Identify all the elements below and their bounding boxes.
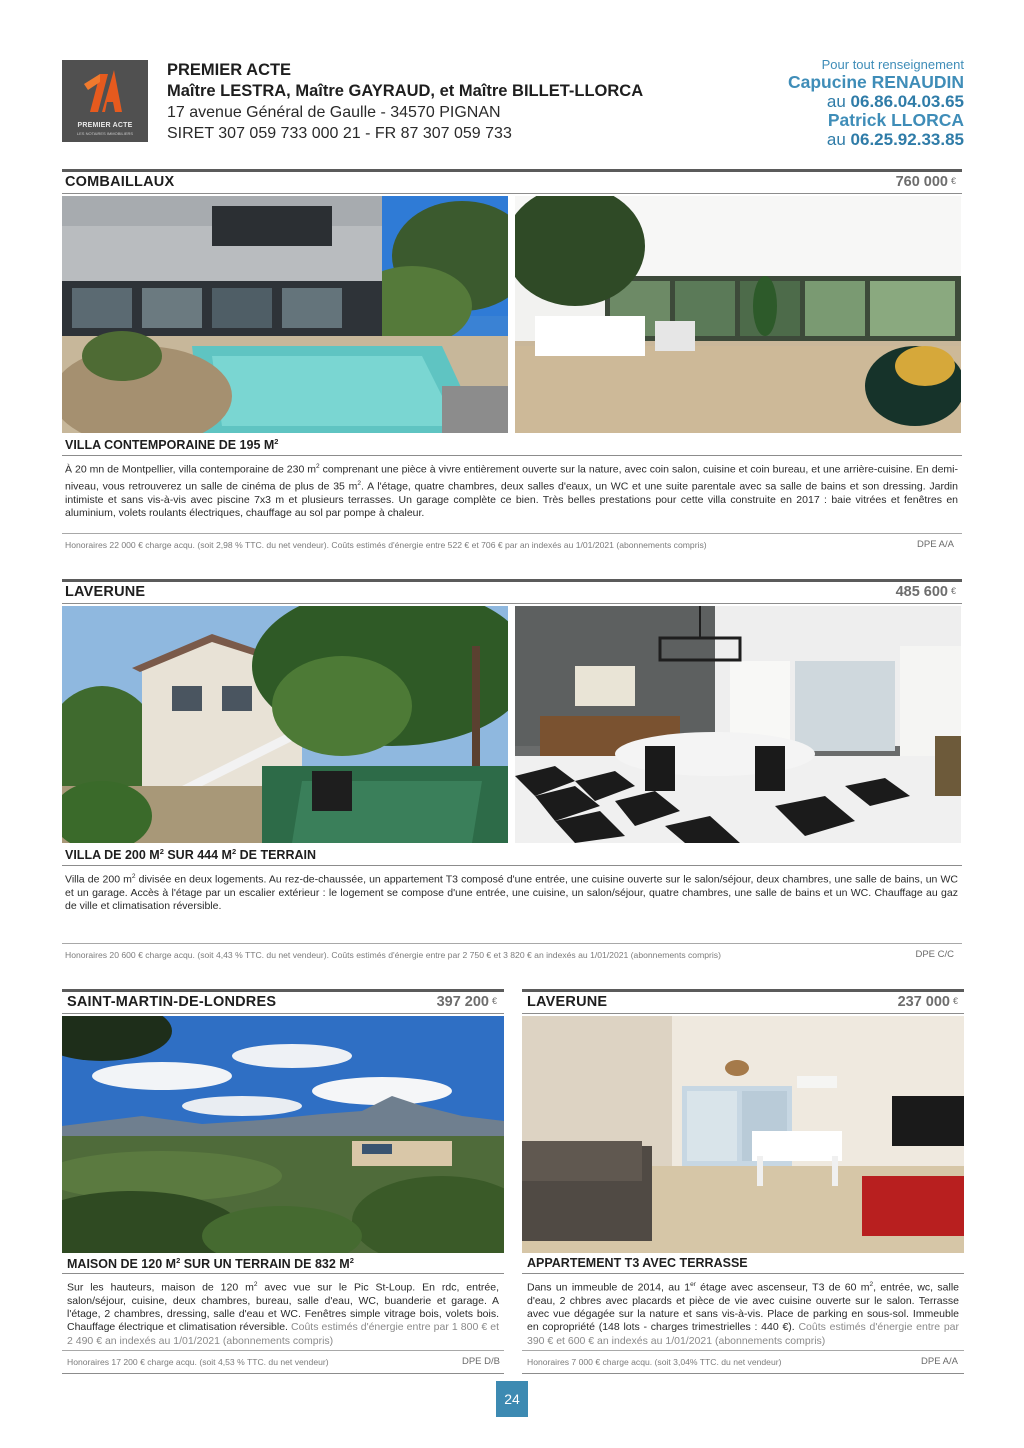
superscript: 2 [349, 1256, 354, 1265]
listing-1-price [896, 174, 956, 190]
listing-3-dpe: DPE D/B [461, 1356, 500, 1367]
listing-4-dpe: DPE A/A [921, 1356, 958, 1367]
listing-2-location: LAVERUNE [65, 584, 146, 600]
section-rule [62, 989, 504, 992]
listing-1-fees: Honoraires 22 000 € charge acqu. (soit 2,98 % TTC. du net vendeur). Coûts estimés d'énergie entre 522 € et 706 € par an indexés au 1/01/2021 (abonnements compris) [65, 540, 707, 550]
desc-part: avec vue sur le Pic St-Loup. En rdc, entrée, salon/séjour, cuisine, deux chambres, bureau, salle d'eau, WC, buanderie et garage. A l'étage, 2 chambres, dressing, salle d'eau et WC. Fenêtres simple vitrage bois, volets bois. Chauffage électrique et climatisation réversible. [67, 1281, 499, 1334]
superscript: 2 [231, 847, 237, 856]
currency-symbol: € [950, 586, 956, 596]
contact-2-prefix: au [826, 130, 851, 149]
contact-1-phone[interactable]: 06.86.04.03.65 [850, 92, 964, 111]
superscript: 2 [316, 463, 320, 470]
section-rule-thin [522, 1373, 964, 1374]
listing-4-price [898, 994, 958, 1010]
listing-3-photo-view[interactable] [62, 1016, 504, 1253]
desc-energy-note: Coûts estimés d'énergie entre par 390 € et 600 € an indexés au 1/01/2021 (abonnements compris) [527, 1321, 960, 1347]
listing-2-dpe: DPE C/C [915, 949, 954, 960]
page-number: 24 [496, 1381, 528, 1417]
listing-2-price-value: 485 600 [895, 584, 948, 600]
listing-1-description [65, 460, 958, 520]
listing-2-photo-exterior[interactable] [62, 606, 508, 843]
listing-4-location: LAVERUNE [527, 994, 608, 1010]
desc-energy-note: Coûts estimés d'énergie entre par 1 800 € et 2 490 € an indexés au 1/01/2021 (abonnements compris) [67, 1321, 499, 1347]
section-rule-thin [522, 1273, 964, 1274]
contact-1-name: Capucine RENAUDIN [788, 72, 964, 92]
superscript: 2 [176, 1256, 181, 1265]
desc-part: comprenant une pièce à vivre entièrement ouverte sur la nature, avec coin salon, cuisine et coin bureau, et une arrière-cuisine. En demi-niveau, vous retrouverez un salle de cinéma de plus de 35 m [65, 463, 959, 493]
section-rule-thin [522, 1350, 964, 1351]
contact-2-phone[interactable]: 06.25.92.33.85 [850, 130, 964, 149]
listing-1-photo-interior[interactable] [515, 196, 961, 433]
desc-part: Sur les hauteurs, maison de 120 m [67, 1281, 254, 1294]
agency-siret: SIRET 307 059 733 000 21 - FR 87 307 059 733 [167, 125, 512, 142]
superscript: 2 [131, 873, 136, 880]
contact-1-prefix: au [826, 92, 851, 111]
title-part: VILLA DE 200 M [65, 848, 160, 863]
desc-part: Dans un immeuble de 2014, au 1 [527, 1281, 691, 1294]
listing-2-title [65, 847, 316, 862]
section-rule-thin [62, 1273, 504, 1274]
superscript: 2 [869, 1281, 874, 1288]
listing-3-title [67, 1256, 354, 1271]
superscript: 2 [253, 1281, 258, 1288]
desc-part: Villa de 200 m [65, 873, 132, 886]
listing-1-location: COMBAILLAUX [65, 174, 175, 190]
listing-3-location: SAINT-MARTIN-DE-LONDRES [67, 994, 277, 1010]
section-rule-thin [62, 1013, 504, 1014]
listing-1-title [65, 437, 278, 452]
superscript: 2 [159, 847, 164, 856]
listing-1-dpe: DPE A/A [917, 539, 954, 550]
superscript: er [690, 1281, 696, 1288]
listing-2-description [65, 870, 958, 913]
desc-part: , entrée, wc, salle d'eau, 2 chbres avec placards et pièce de vie avec cuisine ouverte sur le salon. Terrasse avec vue dégagée sur la nature et sans vis-à-vis. Place de parking en sous-sol. Immeuble en copropriété (148 lots - charges trimestrielles : 440 €). [527, 1281, 960, 1334]
desc-part: À 20 mn de Montpellier, villa contemporaine de 230 m [65, 463, 317, 476]
section-rule-thin [62, 193, 962, 194]
section-rule-thin [62, 603, 962, 604]
agency-info [167, 60, 643, 144]
logo-text: PREMIER ACTE [77, 122, 133, 129]
contact-2-phone-line[interactable] [788, 130, 964, 149]
contact-lead: Pour tout renseignement [821, 57, 964, 72]
agency-logo [62, 60, 148, 142]
listing-2-photo-interior[interactable] [515, 606, 961, 843]
listing-3-description [67, 1278, 499, 1348]
contact-1-phone-line[interactable] [788, 92, 964, 111]
listing-4-price-value: 237 000 [897, 994, 950, 1010]
section-rule-thin [62, 1373, 504, 1374]
listing-3-price-value: 397 200 [436, 994, 489, 1010]
listing-4-photo-living[interactable] [522, 1016, 964, 1253]
superscript: 2 [274, 437, 279, 446]
listing-4-fees: Honoraires 7 000 € charge acqu. (soit 3,04% TTC. du net vendeur) [527, 1357, 782, 1367]
listing-2-price [896, 584, 956, 600]
currency-symbol: € [950, 176, 956, 186]
section-rule-thin [62, 1350, 504, 1351]
listing-4-title: APPARTEMENT T3 AVEC TERRASSE [527, 1256, 748, 1270]
listing-3-fees: Honoraires 17 200 € charge acqu. (soit 4,53 % TTC. du net vendeur) [67, 1357, 329, 1367]
listing-3-price [437, 994, 497, 1010]
desc-part: divisée en deux logements. Au rez-de-chaussée, un appartement T3 composé d'une entrée, une cuisine ouverte sur le salon/séjour, deux chambres, une salle de bains, un WC et un garage. Accès à l'étage par un escalier extérieur : le logement se compose d'une entrée, une cuisine, un salon/séjour, quatre chambres, une salle de bains et un WC. Chauffage au gaz de ville et climatisation réversible. [65, 873, 958, 913]
currency-symbol: € [952, 996, 958, 1006]
section-rule-thin [522, 1013, 964, 1014]
desc-part: étage avec ascenseur, T3 de 60 m [695, 1281, 870, 1294]
section-rule [522, 989, 964, 992]
superscript: 2 [357, 479, 362, 487]
currency-symbol: € [491, 996, 497, 1006]
listing-1-title-text: VILLA CONTEMPORAINE DE 195 M [65, 438, 275, 453]
section-rule [62, 169, 962, 172]
listing-1-price-value: 760 000 [895, 174, 948, 190]
listing-1-photo-exterior[interactable] [62, 196, 508, 433]
contact-block [788, 57, 964, 149]
section-rule [62, 579, 962, 582]
listing-4-description [527, 1278, 959, 1348]
section-rule-thin [62, 455, 962, 456]
title-part: MAISON DE 120 M [67, 1257, 177, 1272]
title-part: SUR UN TERRAIN DE 832 M [180, 1257, 350, 1272]
logo-mark-icon [62, 60, 148, 122]
agency-notaries: Maître LESTRA, Maître GAYRAUD, et Maître BILLET-LLORCA [167, 82, 644, 100]
section-rule-thin [62, 865, 962, 866]
listing-2-fees: Honoraires 20 600 € charge acqu. (soit 4,43 % TTC. du net vendeur). Coûts estimés d'énergie entre par 2 750 € et 3 820 € an indexés au 1/01/2021 (abonnements compris) [65, 950, 721, 960]
title-part: DE TERRAIN [236, 848, 317, 863]
contact-2-name: Patrick LLORCA [827, 110, 964, 130]
section-rule-thin [62, 943, 962, 944]
section-rule-thin [62, 533, 962, 534]
title-part: SUR 444 M [163, 848, 232, 863]
agency-name: PREMIER ACTE [167, 61, 292, 79]
desc-part: . A l'étage, quatre chambres, deux salles d'eaux, un WC et une suite parentale avec sa salle de bains et son dressing. Jardin intimiste et sans vis-à-vis avec piscine 7x3 m et plusieurs terrasses. Un garage complète ce bien. Très belles prestations pour cette villa construite en 2017 : baie vitrées et fenêtres en aluminium, volets roulants électriques, chauffage au sol par pompe à chaleur. [65, 480, 958, 519]
agency-address: 17 avenue Général de Gaulle - 34570 PIGNAN [167, 104, 501, 121]
logo-subtext: LES NOTAIRES IMMOBILIERS [76, 131, 134, 136]
